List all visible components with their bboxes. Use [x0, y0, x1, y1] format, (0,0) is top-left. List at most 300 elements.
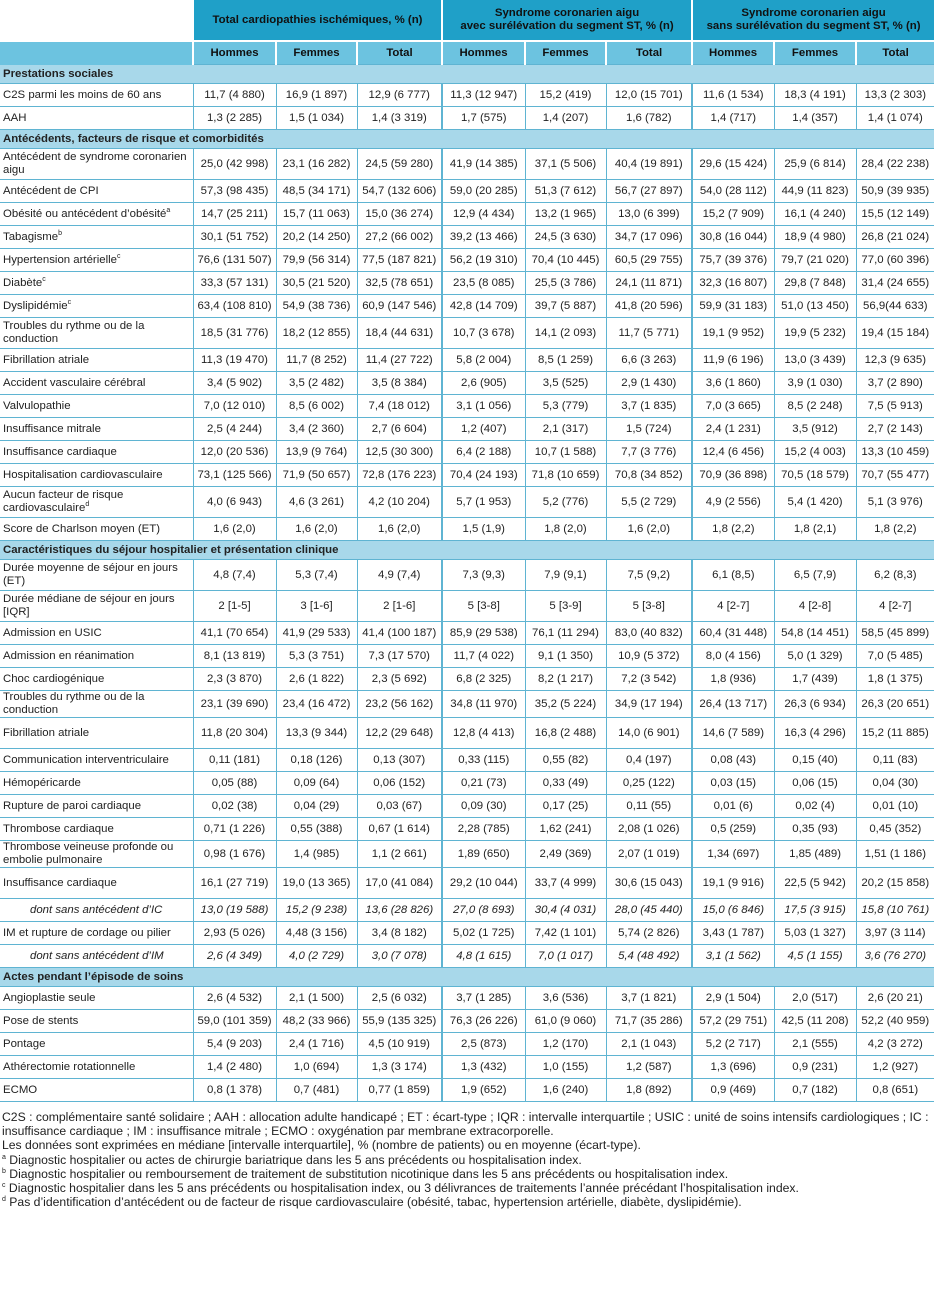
cell-value: 5,4 (9 203)	[193, 1033, 276, 1056]
cell-value: 54,7 (132 606)	[357, 180, 442, 203]
cell-value: 8,2 (1 217)	[525, 668, 606, 691]
cell-value: 22,5 (5 942)	[774, 868, 856, 899]
section-row	[0, 968, 934, 987]
cell-value: 1,6 (782)	[606, 107, 692, 130]
cell-value: 5,2 (776)	[525, 487, 606, 518]
header-corner	[0, 0, 193, 41]
cell-value: 41,9 (29 533)	[276, 622, 357, 645]
footnote-notes	[2, 1153, 932, 1210]
cell-value: 3,1 (1 562)	[692, 945, 774, 968]
cell-value: 70,4 (24 193)	[442, 464, 525, 487]
cell-value: 1,5 (724)	[606, 418, 692, 441]
cell-value: 1,4 (717)	[692, 107, 774, 130]
cell-value: 11,7 (4 880)	[193, 84, 276, 107]
cell-value: 42,8 (14 709)	[442, 295, 525, 318]
row-label: IM et rupture de cordage ou pilier	[0, 922, 193, 945]
cell-value: 0,45 (352)	[856, 818, 934, 841]
cell-value: 3,1 (1 056)	[442, 395, 525, 418]
table-body	[0, 65, 934, 1102]
cell-value: 0,4 (197)	[606, 749, 692, 772]
row-label: Athérectomie rotationnelle	[0, 1056, 193, 1079]
cell-value: 13,6 (28 826)	[357, 899, 442, 922]
table-row	[0, 1079, 934, 1102]
row-label: Communication interventriculaire	[0, 749, 193, 772]
row-label: Dyslipidémie$^c$	[0, 295, 193, 318]
table-row	[0, 591, 934, 622]
row-label: Admission en réanimation	[0, 645, 193, 668]
cell-value: 2,1 (317)	[525, 418, 606, 441]
cell-value: 8,5 (2 248)	[774, 395, 856, 418]
cell-value: 71,7 (35 286)	[606, 1010, 692, 1033]
cell-value: 24,5 (59 280)	[357, 149, 442, 180]
cell-value: 5,0 (1 329)	[774, 645, 856, 668]
cell-value: 0,09 (64)	[276, 772, 357, 795]
cell-value: 0,55 (388)	[276, 818, 357, 841]
cell-value: 4,8 (1 615)	[442, 945, 525, 968]
cell-value: 30,1 (51 752)	[193, 226, 276, 249]
cell-value: 7,5 (9,2)	[606, 560, 692, 591]
cell-value: 26,4 (13 717)	[692, 691, 774, 718]
cell-value: 3,97 (3 114)	[856, 922, 934, 945]
cell-value: 2,1 (1 500)	[276, 987, 357, 1010]
cell-value: 17,5 (3 915)	[774, 899, 856, 922]
cell-value: 0,71 (1 226)	[193, 818, 276, 841]
cell-value: 2,7 (6 604)	[357, 418, 442, 441]
cell-value: 20,2 (15 858)	[856, 868, 934, 899]
cell-value: 2,4 (1 716)	[276, 1033, 357, 1056]
cell-value: 6,2 (8,3)	[856, 560, 934, 591]
cell-value: 29,6 (15 424)	[692, 149, 774, 180]
cell-value: 76,6 (131 507)	[193, 249, 276, 272]
cell-value: 18,9 (4 980)	[774, 226, 856, 249]
table-header	[0, 0, 934, 65]
cell-value: 2,7 (2 143)	[856, 418, 934, 441]
cell-value: 2,6 (1 822)	[276, 668, 357, 691]
cell-value: 17,0 (41 084)	[357, 868, 442, 899]
cell-value: 1,3 (2 285)	[193, 107, 276, 130]
cell-value: 0,21 (73)	[442, 772, 525, 795]
cell-value: 1,2 (407)	[442, 418, 525, 441]
cell-value: 0,33 (49)	[525, 772, 606, 795]
cell-value: 77,0 (60 396)	[856, 249, 934, 272]
cell-value: 25,5 (3 786)	[525, 272, 606, 295]
cell-value: 2,5 (873)	[442, 1033, 525, 1056]
cell-value: 23,1 (16 282)	[276, 149, 357, 180]
cell-value: 70,9 (36 898)	[692, 464, 774, 487]
cell-value: 2,4 (1 231)	[692, 418, 774, 441]
cell-value: 25,9 (6 814)	[774, 149, 856, 180]
cell-value: 18,2 (12 855)	[276, 318, 357, 349]
cell-value: 3,5 (2 482)	[276, 372, 357, 395]
cell-value: 30,8 (16 044)	[692, 226, 774, 249]
cell-value: 0,03 (15)	[692, 772, 774, 795]
row-label: Score de Charlson moyen (ET)	[0, 518, 193, 541]
cell-value: 7,4 (18 012)	[357, 395, 442, 418]
cell-value: 3,7 (2 890)	[856, 372, 934, 395]
cell-value: 35,2 (5 224)	[525, 691, 606, 718]
cell-value: 0,7 (182)	[774, 1079, 856, 1102]
cell-value: 16,8 (2 488)	[525, 718, 606, 749]
cell-value: 1,89 (650)	[442, 841, 525, 868]
cell-value: 0,35 (93)	[774, 818, 856, 841]
cell-value: 5 [3-8]	[606, 591, 692, 622]
cell-value: 1,2 (587)	[606, 1056, 692, 1079]
cell-value: 1,8 (936)	[692, 668, 774, 691]
cell-value: 0,01 (6)	[692, 795, 774, 818]
cell-value: 39,7 (5 887)	[525, 295, 606, 318]
table-row	[0, 464, 934, 487]
table-row	[0, 922, 934, 945]
cell-value: 26,8 (21 024)	[856, 226, 934, 249]
cell-value: 2,3 (5 692)	[357, 668, 442, 691]
cell-value: 60,5 (29 755)	[606, 249, 692, 272]
cell-value: 11,8 (20 304)	[193, 718, 276, 749]
cell-value: 0,15 (40)	[774, 749, 856, 772]
cell-value: 11,4 (27 722)	[357, 349, 442, 372]
table-row	[0, 818, 934, 841]
cell-value: 51,3 (7 612)	[525, 180, 606, 203]
cell-value: 7,3 (9,3)	[442, 560, 525, 591]
cell-value: 13,3 (2 303)	[856, 84, 934, 107]
cell-value: 4,8 (7,4)	[193, 560, 276, 591]
cell-value: 1,34 (697)	[692, 841, 774, 868]
cell-value: 1,8 (2,2)	[856, 518, 934, 541]
cell-value: 20,2 (14 250)	[276, 226, 357, 249]
cell-value: 1,3 (3 174)	[357, 1056, 442, 1079]
row-label: Thrombose cardiaque	[0, 818, 193, 841]
cell-value: 4 [2-8]	[774, 591, 856, 622]
table-row	[0, 372, 934, 395]
cell-value: 2,6 (4 349)	[193, 945, 276, 968]
row-label: Pose de stents	[0, 1010, 193, 1033]
cell-value: 19,9 (5 232)	[774, 318, 856, 349]
cell-value: 12,5 (30 300)	[357, 441, 442, 464]
row-label: Troubles du rythme ou de la conduction	[0, 318, 193, 349]
cell-value: 27,2 (66 002)	[357, 226, 442, 249]
cell-value: 3,7 (1 821)	[606, 987, 692, 1010]
cell-value: 2,3 (3 870)	[193, 668, 276, 691]
table-row	[0, 622, 934, 645]
cell-value: 1,8 (1 375)	[856, 668, 934, 691]
cell-value: 1,62 (241)	[525, 818, 606, 841]
cell-value: 0,9 (469)	[692, 1079, 774, 1102]
row-label: dont sans antécédent d’IM	[0, 945, 193, 968]
table-row	[0, 418, 934, 441]
footnote: $^d$ Pas d’identification d’antécédent ou de facteur de risque cardiovasculaire (obésité, tabac, hypertension artérielle, diabète, dyslipidémie).	[2, 1195, 742, 1210]
row-label: Hémopéricarde	[0, 772, 193, 795]
table-row	[0, 349, 934, 372]
footnote-mark: a	[166, 206, 171, 214]
section-row	[0, 130, 934, 149]
cell-value: 23,5 (8 085)	[442, 272, 525, 295]
table-row	[0, 987, 934, 1010]
cell-value: 15,5 (12 149)	[856, 203, 934, 226]
cell-value: 0,01 (10)	[856, 795, 934, 818]
cell-value: 26,3 (6 934)	[774, 691, 856, 718]
col-header: Hommes	[193, 41, 276, 65]
cell-value: 24,1 (11 871)	[606, 272, 692, 295]
col-header: Femmes	[774, 41, 856, 65]
cell-value: 3,6 (1 860)	[692, 372, 774, 395]
row-label: Obésité ou antécédent d’obésité$^a$	[0, 203, 193, 226]
cell-value: 3,0 (7 078)	[357, 945, 442, 968]
cell-value: 13,2 (1 965)	[525, 203, 606, 226]
cell-value: 0,9 (231)	[774, 1056, 856, 1079]
cell-value: 24,5 (3 630)	[525, 226, 606, 249]
cell-value: 2,9 (1 504)	[692, 987, 774, 1010]
cell-value: 0,02 (38)	[193, 795, 276, 818]
cell-value: 16,9 (1 897)	[276, 84, 357, 107]
cell-value: 15,2 (4 003)	[774, 441, 856, 464]
cell-value: 3,5 (525)	[525, 372, 606, 395]
row-label: Fibrillation atriale	[0, 349, 193, 372]
cell-value: 2,28 (785)	[442, 818, 525, 841]
cell-value: 1,6 (2,0)	[606, 518, 692, 541]
cell-value: 2,08 (1 026)	[606, 818, 692, 841]
cell-value: 23,2 (56 162)	[357, 691, 442, 718]
cell-value: 60,4 (31 448)	[692, 622, 774, 645]
cell-value: 56,7 (27 897)	[606, 180, 692, 203]
cell-value: 0,5 (259)	[692, 818, 774, 841]
cell-value: 1,8 (2,0)	[525, 518, 606, 541]
table-row	[0, 149, 934, 180]
row-label: Rupture de paroi cardiaque	[0, 795, 193, 818]
col-header: Femmes	[525, 41, 606, 65]
cell-value: 2 [1-6]	[357, 591, 442, 622]
cell-value: 25,0 (42 998)	[193, 149, 276, 180]
table-row	[0, 560, 934, 591]
cell-value: 12,4 (6 456)	[692, 441, 774, 464]
cell-value: 1,8 (892)	[606, 1079, 692, 1102]
cell-value: 3,5 (912)	[774, 418, 856, 441]
row-label: dont sans antécédent d’IC	[0, 899, 193, 922]
cell-value: 29,8 (7 848)	[774, 272, 856, 295]
cell-value: 2,5 (6 032)	[357, 987, 442, 1010]
cell-value: 12,3 (9 635)	[856, 349, 934, 372]
cell-value: 2,6 (4 532)	[193, 987, 276, 1010]
cell-value: 0,7 (481)	[276, 1079, 357, 1102]
table-row	[0, 795, 934, 818]
cell-value: 0,09 (30)	[442, 795, 525, 818]
cell-value: 15,8 (10 761)	[856, 899, 934, 922]
cell-value: 19,1 (9 952)	[692, 318, 774, 349]
cell-value: 23,4 (16 472)	[276, 691, 357, 718]
cell-value: 1,5 (1,9)	[442, 518, 525, 541]
cell-value: 10,7 (3 678)	[442, 318, 525, 349]
cell-value: 31,4 (24 655)	[856, 272, 934, 295]
cell-value: 7,0 (12 010)	[193, 395, 276, 418]
cell-value: 15,0 (36 274)	[357, 203, 442, 226]
cell-value: 29,2 (10 044)	[442, 868, 525, 899]
cell-value: 76,1 (11 294)	[525, 622, 606, 645]
cell-value: 12,2 (29 648)	[357, 718, 442, 749]
cell-value: 9,1 (1 350)	[525, 645, 606, 668]
cell-value: 1,6 (2,0)	[193, 518, 276, 541]
cell-value: 15,2 (11 885)	[856, 718, 934, 749]
table-row	[0, 772, 934, 795]
cell-value: 4,5 (10 919)	[357, 1033, 442, 1056]
cell-value: 1,0 (155)	[525, 1056, 606, 1079]
cell-value: 0,8 (1 378)	[193, 1079, 276, 1102]
cell-value: 1,0 (694)	[276, 1056, 357, 1079]
cell-value: 18,5 (31 776)	[193, 318, 276, 349]
cell-value: 61,0 (9 060)	[525, 1010, 606, 1033]
cell-value: 57,2 (29 751)	[692, 1010, 774, 1033]
cell-value: 2,0 (517)	[774, 987, 856, 1010]
row-label: Diabète$^c$	[0, 272, 193, 295]
cell-value: 11,3 (19 470)	[193, 349, 276, 372]
cell-value: 15,2 (419)	[525, 84, 606, 107]
table-row	[0, 749, 934, 772]
cell-value: 7,2 (3 542)	[606, 668, 692, 691]
cell-value: 2,1 (555)	[774, 1033, 856, 1056]
cell-value: 0,11 (181)	[193, 749, 276, 772]
cell-value: 34,7 (17 096)	[606, 226, 692, 249]
cell-value: 5,03 (1 327)	[774, 922, 856, 945]
cell-value: 13,0 (19 588)	[193, 899, 276, 922]
col-header: Hommes	[442, 41, 525, 65]
cell-value: 30,4 (4 031)	[525, 899, 606, 922]
cell-value: 4,9 (2 556)	[692, 487, 774, 518]
row-label: Antécédent de syndrome coronarien aigu	[0, 149, 193, 180]
row-label: AAH	[0, 107, 193, 130]
table-row	[0, 841, 934, 868]
col-header: Total	[856, 41, 934, 65]
table-row	[0, 272, 934, 295]
cell-value: 4 [2-7]	[692, 591, 774, 622]
row-label: Tabagisme$^b$	[0, 226, 193, 249]
cell-value: 33,7 (4 999)	[525, 868, 606, 899]
cell-value: 3,9 (1 030)	[774, 372, 856, 395]
cell-value: 41,4 (100 187)	[357, 622, 442, 645]
cell-value: 48,2 (33 966)	[276, 1010, 357, 1033]
table-row	[0, 868, 934, 899]
cell-value: 12,9 (4 434)	[442, 203, 525, 226]
cell-value: 5,74 (2 826)	[606, 922, 692, 945]
cell-value: 11,3 (12 947)	[442, 84, 525, 107]
cell-value: 34,9 (17 194)	[606, 691, 692, 718]
cell-value: 5,3 (779)	[525, 395, 606, 418]
section-row	[0, 65, 934, 84]
col-header: Femmes	[276, 41, 357, 65]
cell-value: 0,11 (83)	[856, 749, 934, 772]
cell-value: 0,03 (67)	[357, 795, 442, 818]
cell-value: 8,1 (13 819)	[193, 645, 276, 668]
cell-value: 85,9 (29 538)	[442, 622, 525, 645]
cell-value: 18,4 (44 631)	[357, 318, 442, 349]
section-title: Caractéristiques du séjour hospitalier et présentation clinique	[0, 541, 934, 560]
cell-value: 54,0 (28 112)	[692, 180, 774, 203]
cell-value: 1,3 (432)	[442, 1056, 525, 1079]
table-row	[0, 180, 934, 203]
row-label: Admission en USIC	[0, 622, 193, 645]
cell-value: 3,6 (76 270)	[856, 945, 934, 968]
table-row	[0, 203, 934, 226]
table-row	[0, 249, 934, 272]
cell-value: 3,5 (8 384)	[357, 372, 442, 395]
cell-value: 42,5 (11 208)	[774, 1010, 856, 1033]
cell-value: 71,9 (50 657)	[276, 464, 357, 487]
cell-value: 57,3 (98 435)	[193, 180, 276, 203]
cell-value: 56,9(44 633)	[856, 295, 934, 318]
cell-value: 2,93 (5 026)	[193, 922, 276, 945]
cell-value: 1,3 (696)	[692, 1056, 774, 1079]
cell-value: 11,7 (4 022)	[442, 645, 525, 668]
row-label: Insuffisance cardiaque	[0, 868, 193, 899]
cell-value: 30,5 (21 520)	[276, 272, 357, 295]
cell-value: 15,2 (9 238)	[276, 899, 357, 922]
cell-value: 54,8 (14 451)	[774, 622, 856, 645]
cell-value: 76,3 (26 226)	[442, 1010, 525, 1033]
cell-value: 3,4 (8 182)	[357, 922, 442, 945]
row-label: Thrombose veineuse profonde ou embolie pulmonaire	[0, 841, 193, 868]
cell-value: 83,0 (40 832)	[606, 622, 692, 645]
table-row	[0, 395, 934, 418]
cell-value: 6,1 (8,5)	[692, 560, 774, 591]
cell-value: 32,5 (78 651)	[357, 272, 442, 295]
cell-value: 0,08 (43)	[692, 749, 774, 772]
cell-value: 2,49 (369)	[525, 841, 606, 868]
table-row	[0, 295, 934, 318]
cell-value: 4,0 (6 943)	[193, 487, 276, 518]
section-title: Prestations sociales	[0, 65, 934, 84]
table-row	[0, 899, 934, 922]
cell-value: 12,9 (6 777)	[357, 84, 442, 107]
cell-value: 70,8 (34 852)	[606, 464, 692, 487]
cell-value: 1,6 (240)	[525, 1079, 606, 1102]
cell-value: 33,3 (57 131)	[193, 272, 276, 295]
table-row	[0, 1010, 934, 1033]
cell-value: 8,0 (4 156)	[692, 645, 774, 668]
cell-value: 4,6 (3 261)	[276, 487, 357, 518]
cell-value: 16,1 (27 719)	[193, 868, 276, 899]
table-row	[0, 718, 934, 749]
cell-value: 59,0 (20 285)	[442, 180, 525, 203]
cell-value: 11,7 (5 771)	[606, 318, 692, 349]
cell-value: 26,3 (20 651)	[856, 691, 934, 718]
cell-value: 72,8 (176 223)	[357, 464, 442, 487]
section-row	[0, 541, 934, 560]
cell-value: 1,1 (2 661)	[357, 841, 442, 868]
cell-value: 12,0 (15 701)	[606, 84, 692, 107]
cell-value: 19,4 (15 184)	[856, 318, 934, 349]
cell-value: 2,9 (1 430)	[606, 372, 692, 395]
cell-value: 0,06 (152)	[357, 772, 442, 795]
cell-value: 51,0 (13 450)	[774, 295, 856, 318]
cell-value: 7,0 (1 017)	[525, 945, 606, 968]
cell-value: 0,04 (29)	[276, 795, 357, 818]
table-row	[0, 945, 934, 968]
cell-value: 1,2 (170)	[525, 1033, 606, 1056]
cell-value: 79,7 (21 020)	[774, 249, 856, 272]
table-row	[0, 84, 934, 107]
cell-value: 23,1 (39 690)	[193, 691, 276, 718]
cell-value: 10,7 (1 588)	[525, 441, 606, 464]
section-title: Antécédents, facteurs de risque et comorbidités	[0, 130, 934, 149]
row-label: Pontage	[0, 1033, 193, 1056]
cell-value: 2,1 (1 043)	[606, 1033, 692, 1056]
cell-value: 5,4 (1 420)	[774, 487, 856, 518]
cell-value: 30,6 (15 043)	[606, 868, 692, 899]
cell-value: 13,0 (6 399)	[606, 203, 692, 226]
cell-value: 4,9 (7,4)	[357, 560, 442, 591]
cell-value: 13,3 (9 344)	[276, 718, 357, 749]
cell-value: 39,2 (13 466)	[442, 226, 525, 249]
cell-value: 5,02 (1 725)	[442, 922, 525, 945]
cell-value: 7,9 (9,1)	[525, 560, 606, 591]
cell-value: 0,13 (307)	[357, 749, 442, 772]
row-label: Durée moyenne de séjour en jours (ET)	[0, 560, 193, 591]
